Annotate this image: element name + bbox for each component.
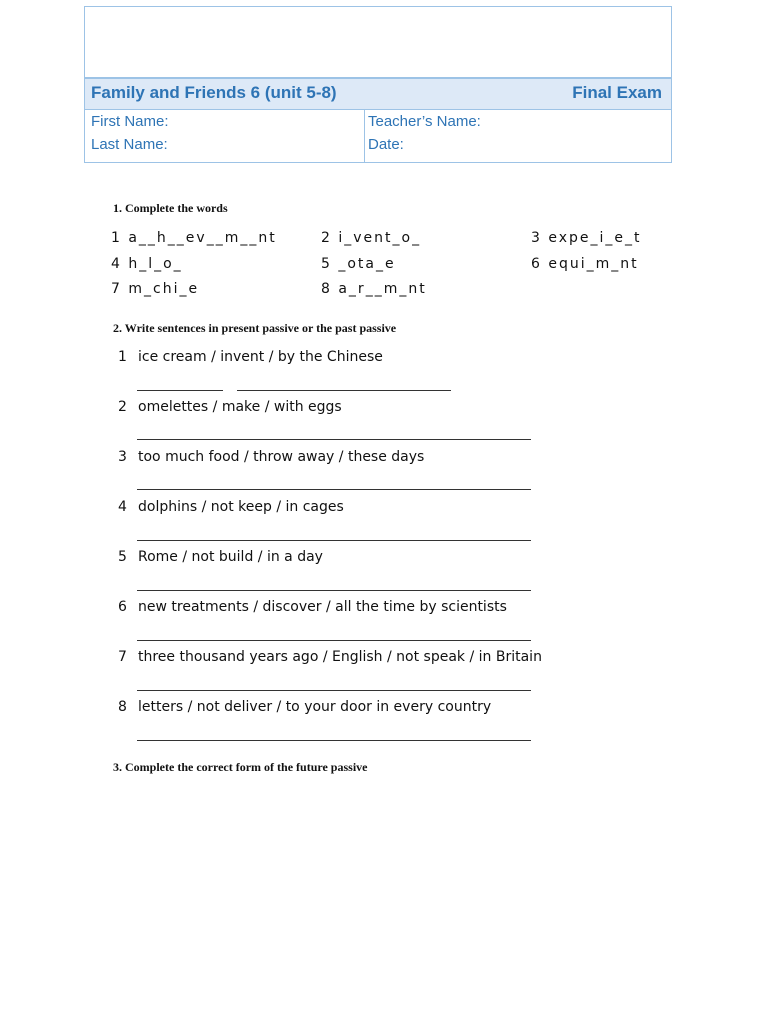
word-item: 6 equi_m_nt — [531, 256, 639, 272]
sentence-number: 5 — [118, 549, 127, 565]
info-divider — [364, 110, 365, 163]
sentence-number: 7 — [118, 649, 127, 665]
word-item: 7 m_chi_e — [111, 281, 200, 297]
answer-line[interactable] — [137, 640, 531, 641]
sentence-prompt: too much food / throw away / these days — [138, 449, 425, 465]
answer-line[interactable] — [137, 590, 531, 591]
sentence-prompt: letters / not deliver / to your door in every country — [138, 699, 492, 715]
sentence-prompt: omelettes / make / with eggs — [138, 399, 342, 415]
teacher-name-label: Teacher’s Name: — [368, 113, 481, 130]
answer-line[interactable] — [137, 690, 531, 691]
answer-line[interactable] — [137, 489, 531, 490]
word-item: 5 _ota_e — [321, 256, 396, 272]
date-label: Date: — [368, 136, 404, 153]
sentence-number: 3 — [118, 449, 127, 465]
sentence-number: 2 — [118, 399, 127, 415]
section1-heading: 1. Complete the words — [113, 201, 228, 215]
word-item: 1 a__h__ev__m__nt — [111, 230, 277, 246]
answer-line[interactable] — [237, 390, 451, 391]
exam-title: Final Exam — [572, 83, 662, 102]
sentence-prompt: new treatments / discover / all the time by scientists — [138, 599, 507, 615]
answer-line[interactable] — [137, 540, 531, 541]
sentence-prompt: three thousand years ago / English / not speak / in Britain — [138, 649, 542, 665]
sentence-prompt: dolphins / not keep / in cages — [138, 499, 344, 515]
sentence-number: 6 — [118, 599, 127, 615]
word-item: 3 expe_i_e_t — [531, 230, 642, 246]
sentence-number: 1 — [118, 349, 127, 365]
sentence-number: 4 — [118, 499, 127, 515]
section3-heading: 3. Complete the correct form of the future passive — [113, 760, 368, 774]
sentence-prompt: ice cream / invent / by the Chinese — [138, 349, 383, 365]
word-item: 8 a_r__m_nt — [321, 281, 427, 297]
section2-heading: 2. Write sentences in present passive or the past passive — [113, 321, 397, 335]
answer-line[interactable] — [137, 390, 223, 391]
sentence-prompt: Rome / not build / in a day — [138, 549, 323, 565]
sentence-number: 8 — [118, 699, 127, 715]
title-band — [85, 77, 671, 110]
exam-header — [84, 6, 672, 163]
word-item: 4 h_l_o_ — [111, 256, 183, 272]
first-name-label: First Name: — [91, 113, 169, 130]
course-title: Family and Friends 6 (unit 5-8) — [91, 83, 337, 102]
last-name-label: Last Name: — [91, 136, 168, 153]
answer-line[interactable] — [137, 740, 531, 741]
answer-line[interactable] — [137, 439, 531, 440]
word-item: 2 i_vent_o_ — [321, 230, 422, 246]
